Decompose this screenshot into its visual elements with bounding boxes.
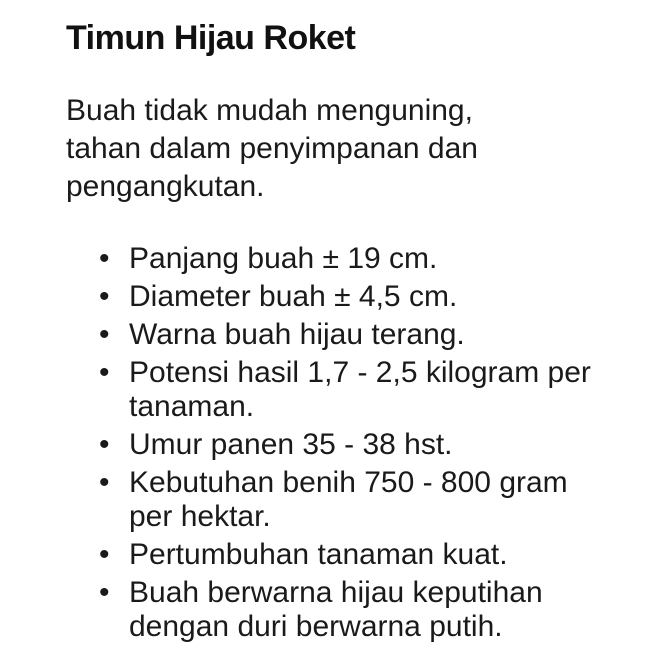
feature-item-diameter [66,280,599,314]
feature-text: Umur panen 35 - 38 hst. [129,428,453,461]
feature-item-seed-need [66,466,599,534]
bullet-icon: • [99,280,110,313]
plus-minus-symbol: ± [334,280,351,313]
feature-item-appearance [66,576,599,644]
feature-text: Panjang buah [129,242,323,275]
feature-text: Kebutuhan benih 750 - 800 gram per hektar. [129,466,568,533]
bullet-icon: • [99,428,110,461]
bullet-icon: • [99,242,110,275]
feature-text: 19 cm. [338,242,438,275]
bullet-icon: • [99,318,110,351]
bullet-icon: • [99,538,110,571]
feature-text: Potensi hasil 1,7 - 2,5 kilogram per tanaman. [129,356,591,423]
feature-list [66,242,630,644]
feature-item-harvest-age [66,428,599,462]
feature-text: Buah berwarna hijau keputihan dengan duri berwarna putih. [129,576,543,643]
feature-text: 4,5 cm. [350,280,458,313]
feature-item-yield [66,356,599,424]
product-intro: Buah tidak mudah menguning, tahan dalam penyimpanan dan pengangkutan. [66,94,478,203]
feature-item-color [66,318,599,352]
bullet-icon: • [99,356,110,389]
product-title: Timun Hijau Roket [66,19,356,57]
feature-item-length [66,242,599,276]
feature-text: Pertumbuhan tanaman kuat. [129,538,508,571]
plus-minus-symbol: ± [322,242,339,275]
feature-item-growth [66,538,599,572]
feature-text: Warna buah hijau terang. [129,318,465,351]
bullet-icon: • [99,466,110,499]
feature-text: Diameter buah [129,280,335,313]
bullet-icon: • [99,576,110,609]
